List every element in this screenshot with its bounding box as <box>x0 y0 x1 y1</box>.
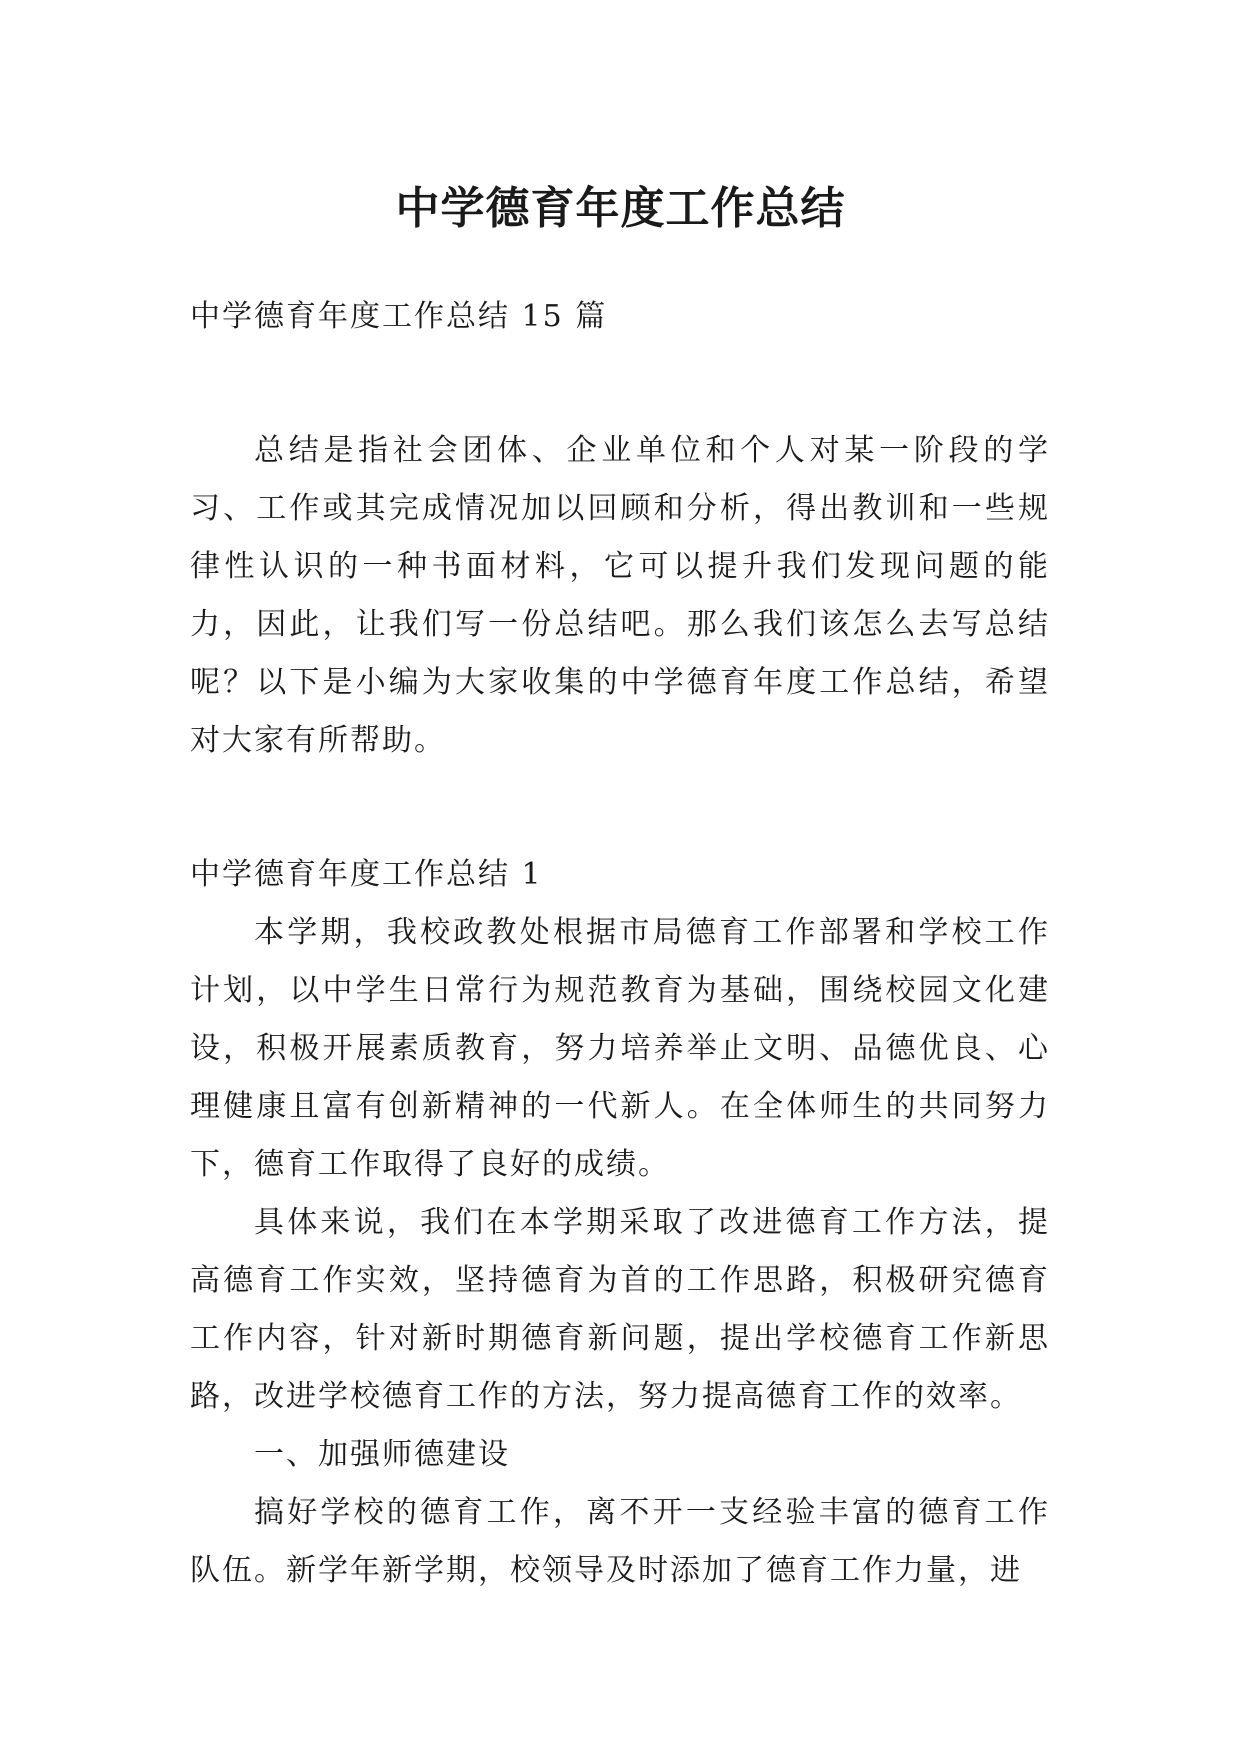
body-paragraph: 具体来说，我们在本学期采取了改进德育工作方法，提高德育工作实效，坚持德育为首的工作思路，积极研究德育工作内容，针对新时期德育新问题，提出学校德育工作新思路，改进学校德育工作的方法，努力提高德育工作的效率。 <box>190 1205 1050 1414</box>
subsection-heading: 一、加强师德建设 <box>254 1437 510 1472</box>
body-paragraph: 搞好学校的德育工作，离不开一支经验丰富的德育工作队伍。新学年新学期，校领导及时添加了德育工作力量，进 <box>190 1495 1050 1588</box>
body-paragraph: 本学期，我校政教处根据市局德育工作部署和学校工作计划，以中学生日常行为规范教育为基础，围绕校园文化建设，积极开展素质教育，努力培养举止文明、品德优良、心理健康且富有创新精神的一代新人。在全体师生的共同努力下，德育工作取得了良好的成绩。 <box>190 915 1050 1182</box>
document-title: 中学德育年度工作总结 <box>395 183 846 235</box>
intro-paragraph: 总结是指社会团体、企业单位和个人对某一阶段的学习、工作或其完成情况加以回顾和分析，得出教训和一些规律性认识的一种书面材料，它可以提升我们发现问题的能力，因此，让我们写一份总结吧。那么我们该怎么去写总结呢？以下是小编为大家收集的中学德育年度工作总结，希望对大家有所帮助。 <box>190 433 1050 758</box>
document-body <box>190 288 1050 1600</box>
section-title: 中学德育年度工作总结 1 <box>190 857 543 892</box>
document-subtitle: 中学德育年度工作总结 15 篇 <box>190 299 608 334</box>
